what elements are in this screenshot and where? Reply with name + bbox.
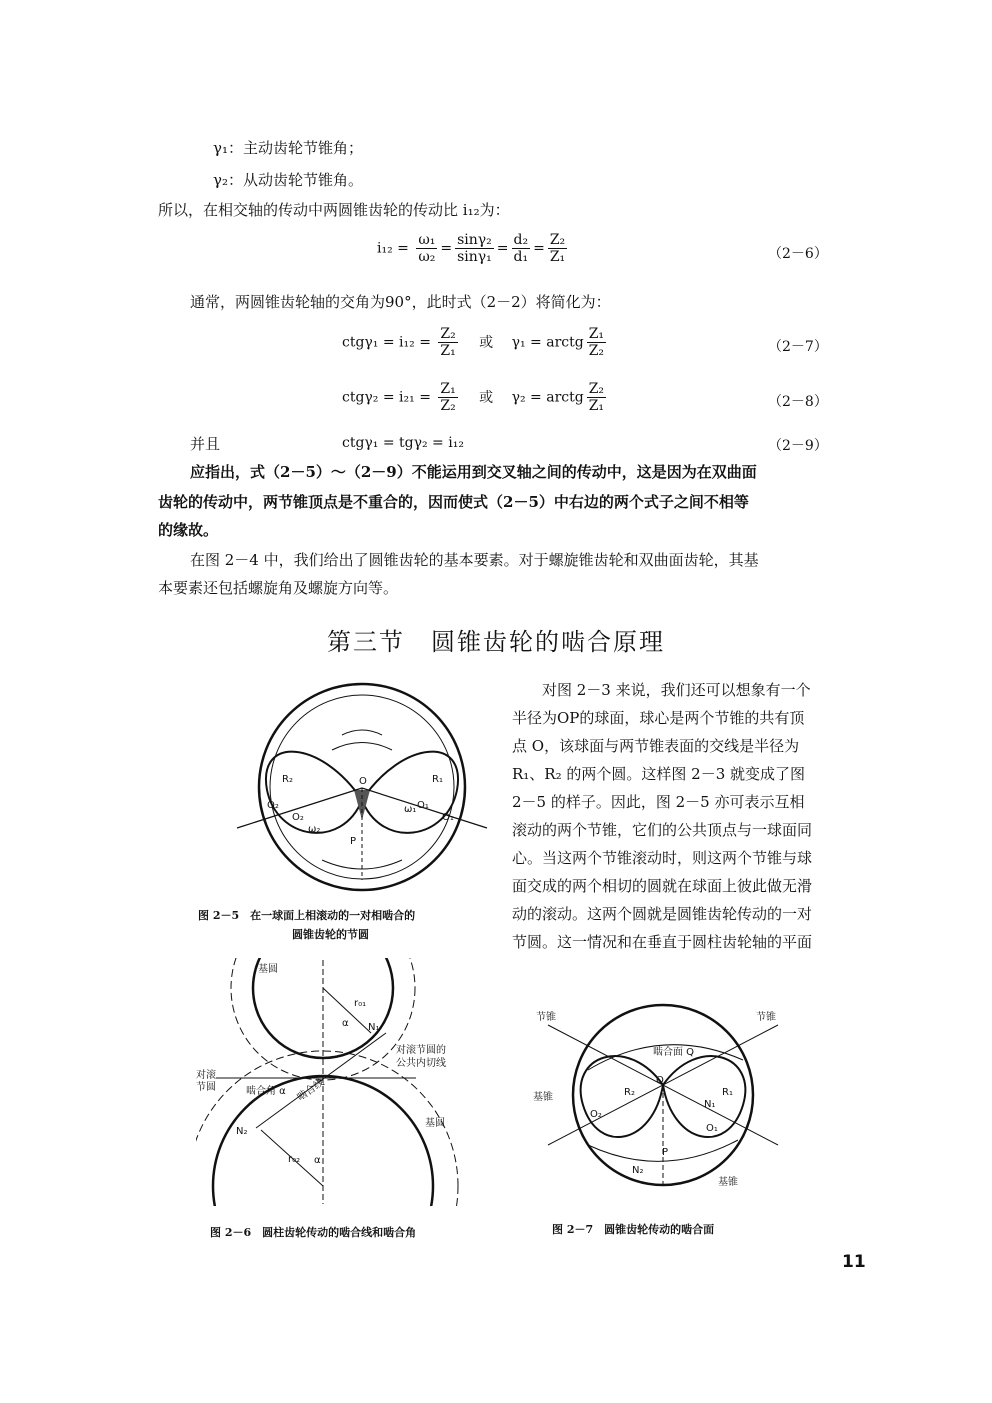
fraction (455, 232, 494, 265)
equation-number: （2－9） (768, 438, 828, 454)
equation-2-9: ctgγ₁ = tgγ₂ = i₁₂ (342, 435, 464, 451)
label-line-of-action: 啮合线 (295, 1077, 327, 1104)
label-plane-of-action: 啮合面 Q (653, 1047, 695, 1058)
numerator: Z₂ (549, 232, 566, 248)
label-O1: O₁ (442, 812, 454, 823)
simplify-line: 通常，两圆锥齿轮轴的交角为90°，此时式（2－2）将简化为： (190, 293, 611, 311)
label-tangent: 对滚节圆的 (396, 1045, 446, 1056)
label-R1: R₁ (722, 1087, 733, 1098)
figure-2-7 (528, 995, 798, 1195)
label-omega2: ω₂ (308, 824, 321, 835)
label-N2: N₂ (236, 1126, 248, 1137)
denominator: Z₂ (440, 398, 456, 414)
label-O1: O₁ (417, 800, 429, 811)
numerator: Z₁ (440, 381, 456, 397)
paragraph-line: 2－5 的样子。因此，图 2－5 亦可表示互相 (512, 793, 805, 811)
paragraph-line: 应指出，式（2－5）～（2－9）不能运用到交叉轴之间的传动中，这是因为在双曲面 (190, 463, 757, 481)
fraction (416, 232, 437, 265)
label-pitch-circle: 节圆 (196, 1082, 216, 1093)
paragraph-line: 对图 2－3 来说，我们还可以想象有一个 (542, 681, 811, 699)
label-O2: O₂ (590, 1109, 602, 1120)
label-O: O (656, 1075, 664, 1086)
label-pitch-cone: 节锥 (536, 1012, 556, 1023)
label-O1: O₁ (706, 1123, 718, 1134)
fraction (587, 381, 606, 414)
right-pitch-cone (663, 1056, 745, 1137)
arc-line (342, 730, 382, 735)
or-word: 或 (479, 389, 494, 406)
label-alpha: α (342, 1018, 349, 1029)
fraction (548, 232, 567, 265)
label-rb1: r₀₁ (354, 998, 367, 1009)
figure-2-6 (196, 958, 496, 1206)
paragraph-line: 动的滚动。这两个圆就是圆锥齿轮传动的一对 (512, 905, 813, 923)
definition-text: 从动齿轮节锥角。 (242, 171, 363, 189)
denominator: Z₁ (588, 398, 605, 414)
label-tangent: 公共内切线 (396, 1058, 446, 1069)
paragraph-line: 在图 2－4 中，我们给出了圆锥齿轮的基本要素。对于螺旋锥齿轮和双曲面齿轮，其基 (190, 551, 759, 569)
intro-line: 所以，在相交轴的传动中两圆锥齿轮的传动比 i₁₂为： (158, 201, 510, 219)
numerator: ω₁ (418, 232, 436, 248)
label-alpha: α (314, 1155, 321, 1166)
definition-text: 主动齿轮节锥角； (242, 139, 363, 157)
numerator: d₂ (513, 232, 529, 248)
label-rb2: r₀₂ (288, 1154, 301, 1165)
label-base-cone: 基锥 (533, 1092, 553, 1103)
denominator: Z₁ (440, 343, 456, 359)
paragraph-line: 节圆。这一情况和在垂直于圆柱齿轮轴的平面 (512, 933, 813, 951)
definition-gamma2 (213, 170, 363, 190)
eq-rhs: γ₁ = arctg (511, 334, 584, 351)
label-O2: O₂ (267, 800, 279, 811)
equation-2-9-prefix: 并且 (190, 435, 221, 453)
fraction (438, 326, 457, 359)
equation-2-7 (342, 326, 609, 359)
denominator: ω₂ (418, 249, 436, 265)
eq-lhs: ctgγ₂ = i₂₁ = (342, 389, 431, 406)
arc-line (332, 743, 392, 751)
section-title: 第三节 圆锥齿轮的啮合原理 (327, 628, 665, 656)
paragraph-line: 面交成的两个相切的圆就在球面上彼此做无滑 (512, 877, 813, 895)
denominator: Z₂ (588, 343, 605, 359)
label-O: O (359, 776, 367, 787)
paragraph-line: 齿轮的传动中，两节锥顶点是不重合的，因而使式（2－5）中右边的两个式子之间不相等 (158, 493, 749, 511)
label-N1: N₁ (704, 1099, 716, 1110)
label-base-circle: 基圆 (258, 964, 278, 975)
label-R2: R₂ (624, 1087, 635, 1098)
figure-2-5 (232, 680, 492, 890)
label-P: P (350, 836, 357, 847)
paragraph-line: 心。当这两个节锥滚动时，则这两个节锥与球 (512, 849, 813, 867)
label-P: P (662, 1147, 669, 1158)
equation-number: （2－6） (768, 246, 828, 262)
paragraph-line: R₁、R₂ 的两个圆。这样图 2－3 就变成了图 (512, 765, 806, 783)
eq-lhs: ctgγ₁ = i₁₂ = (342, 334, 431, 351)
page-number: 11 (842, 1252, 866, 1272)
label-R1: R₁ (432, 774, 443, 785)
figure-2-5-caption-line2: 圆锥齿轮的节圆 (292, 928, 369, 941)
definition-gamma1 (213, 138, 363, 158)
paragraph-line: 本要素还包括螺旋角及螺旋方向等。 (158, 579, 399, 597)
left-pitch-cone (581, 1056, 663, 1137)
label-base-circle: 基圆 (425, 1118, 445, 1129)
fraction (587, 326, 606, 359)
figure-2-5-caption-line1: 图 2－5 在一球面上相滚动的一对相啮合的 (198, 909, 416, 922)
eq-lhs: i₁₂ = (377, 240, 409, 257)
denominator: d₁ (513, 249, 529, 265)
definition-symbol: γ₂： (213, 171, 243, 189)
figure-2-6-caption: 图 2－6 圆柱齿轮传动的啮合线和啮合角 (210, 1226, 417, 1239)
fraction (512, 232, 531, 265)
label-base-cone: 基锥 (718, 1177, 738, 1188)
label-R2: R₂ (282, 774, 293, 785)
paragraph-line: 点 O，该球面与两节锥表面的交线是半径为 (512, 737, 800, 755)
fraction (438, 381, 457, 414)
figure-2-7-caption: 图 2－7 圆锥齿轮传动的啮合面 (552, 1223, 715, 1236)
equation-2-8 (342, 381, 609, 414)
denominator: Z₁ (549, 249, 566, 265)
or-word: 或 (479, 334, 494, 351)
numerator: Z₂ (440, 326, 456, 342)
label-N2: N₂ (632, 1165, 644, 1176)
equation-number: （2－7） (768, 339, 828, 355)
label-O2: O₂ (292, 812, 304, 823)
label-pitch-circle: 对滚 (196, 1070, 216, 1081)
numerator: Z₁ (588, 326, 605, 342)
paragraph-line: 半径为OP的球面，球心是两个节锥的共有顶 (512, 709, 805, 727)
label-pressure-angle: 啮合角 α (246, 1086, 286, 1097)
equation-2-6: i₁₂ = $\frac{\text{ω₁}}{\text{ω₂}}$ = $\frac{\text{sinγ₂}}{\text{sinγ₁}}$ = $\frac{\text{d₂}}{\text{d₁}}$ = $\frac{\text{Z₂}}{\text{Z₁}}$ (377, 232, 566, 265)
numerator: sinγ₂ (457, 232, 492, 248)
equation-number: （2－8） (768, 394, 828, 410)
label-N1: N₁ (368, 1022, 380, 1033)
eq-rhs: γ₂ = arctg (511, 389, 584, 406)
denominator: sinγ₁ (457, 249, 492, 265)
paragraph-line: 滚动的两个节锥，它们的公共顶点与一球面同 (512, 821, 813, 839)
label-omega1: ω₁ (404, 804, 417, 815)
label-pitch-cone: 节锥 (756, 1012, 776, 1023)
paragraph-line: 的缘故。 (158, 521, 219, 539)
numerator: Z₂ (588, 381, 605, 397)
definition-symbol: γ₁： (213, 139, 243, 157)
